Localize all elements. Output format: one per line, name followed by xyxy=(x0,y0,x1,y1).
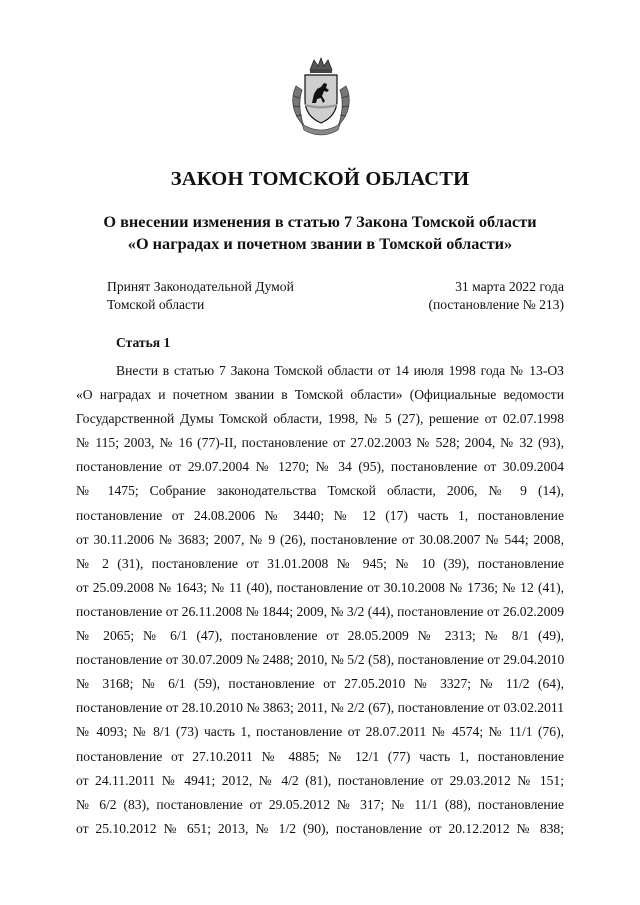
body-line: № 115; 2003, № 16 (77)-II, постановление от 27.02.2003 № 528; 2004, № 32 (93), xyxy=(76,435,564,451)
resolution-number: (постановление № 213) xyxy=(428,297,564,312)
adoption-date-line: 31 марта 2022 года xyxy=(455,279,564,294)
adopted-by xyxy=(107,278,294,314)
subtitle-line: О внесении изменения в статью 7 Закона Томской области xyxy=(103,212,537,231)
body-line: № 2065; № 6/1 (47), постановление от 28.05.2009 № 2313; № 8/1 (49), xyxy=(76,628,564,644)
body-line: постановление от 30.07.2009 № 2488; 2010, № 5/2 (58), постановление от 29.04.2010 xyxy=(76,652,565,668)
body-line: постановление от 28.10.2010 № 3863; 2011, № 2/2 (67), постановление от 03.02.2011 xyxy=(76,700,564,716)
body-line: № 1475; Собрание законодательства Томской области, 2006, № 9 (14), xyxy=(76,483,564,499)
subtitle-line: «О наградах и почетном звании в Томской области» xyxy=(127,234,513,253)
body-line: № 3168; № 6/1 (59), постановление от 27.05.2010 № 3327; № 11/2 (64), xyxy=(76,676,564,692)
body-line: постановление от 26.11.2008 № 1844; 2009, № 3/2 (44), постановление от 26.02.2009 xyxy=(76,603,564,619)
body-line: № 6/2 (83), постановление от 29.05.2012 № 317; № 11/1 (88), постановление xyxy=(76,796,564,812)
body-line: постановление от 29.07.2004 № 1270; № 34 (95), постановление от 30.09.2004 xyxy=(76,459,564,475)
law-title: ЗАКОН ТОМСКОЙ ОБЛАСТИ xyxy=(170,168,470,190)
body-line: № 4093; № 8/1 (73) часть 1, постановление от 28.07.2011 № 4574; № 11/1 (76), xyxy=(76,724,564,740)
body-line: от 24.11.2011 № 4941; 2012, № 4/2 (81), постановление от 29.03.2012 № 151; xyxy=(76,772,564,788)
coat-of-arms-icon xyxy=(288,56,354,136)
body-line: постановление от 27.10.2011 № 4885; № 12/1 (77) часть 1, постановление xyxy=(76,748,564,764)
body-line: от 30.11.2006 № 3683; 2007, № 9 (26), постановление от 30.08.2007 № 544; 2008, xyxy=(76,531,564,547)
body-line: Государственной Думы Томской области, 1998, № 5 (27), решение от 02.07.1998 xyxy=(76,411,564,427)
body-line: от 25.10.2012 № 651; 2013, № 1/2 (90), постановление от 20.12.2012 № 838; xyxy=(76,820,564,836)
article-title: Статья 1 xyxy=(116,335,171,350)
body-line: от 25.09.2008 № 1643; № 11 (40), постановление от 30.10.2008 № 1736; № 12 (41), xyxy=(76,579,564,595)
adopted-by-line: Томской области xyxy=(107,297,205,312)
body-line: Внести в статью 7 Закона Томской области от 14 июля 1998 года № 13-ОЗ xyxy=(116,363,564,378)
body-line: № 2 (31), постановление от 31.01.2008 № 945; № 10 (39), постановление xyxy=(76,555,564,571)
adopted-by-line: Принят Законодательной Думой xyxy=(107,279,294,294)
article-body xyxy=(76,359,564,841)
adoption-date xyxy=(428,278,564,314)
body-line: «О наградах и почетном звании в Томской области» (Официальные ведомости xyxy=(76,387,564,403)
body-line: постановление от 24.08.2006 № 3440; № 12 (17) часть 1, постановление xyxy=(76,507,564,523)
law-subtitle xyxy=(0,211,640,255)
